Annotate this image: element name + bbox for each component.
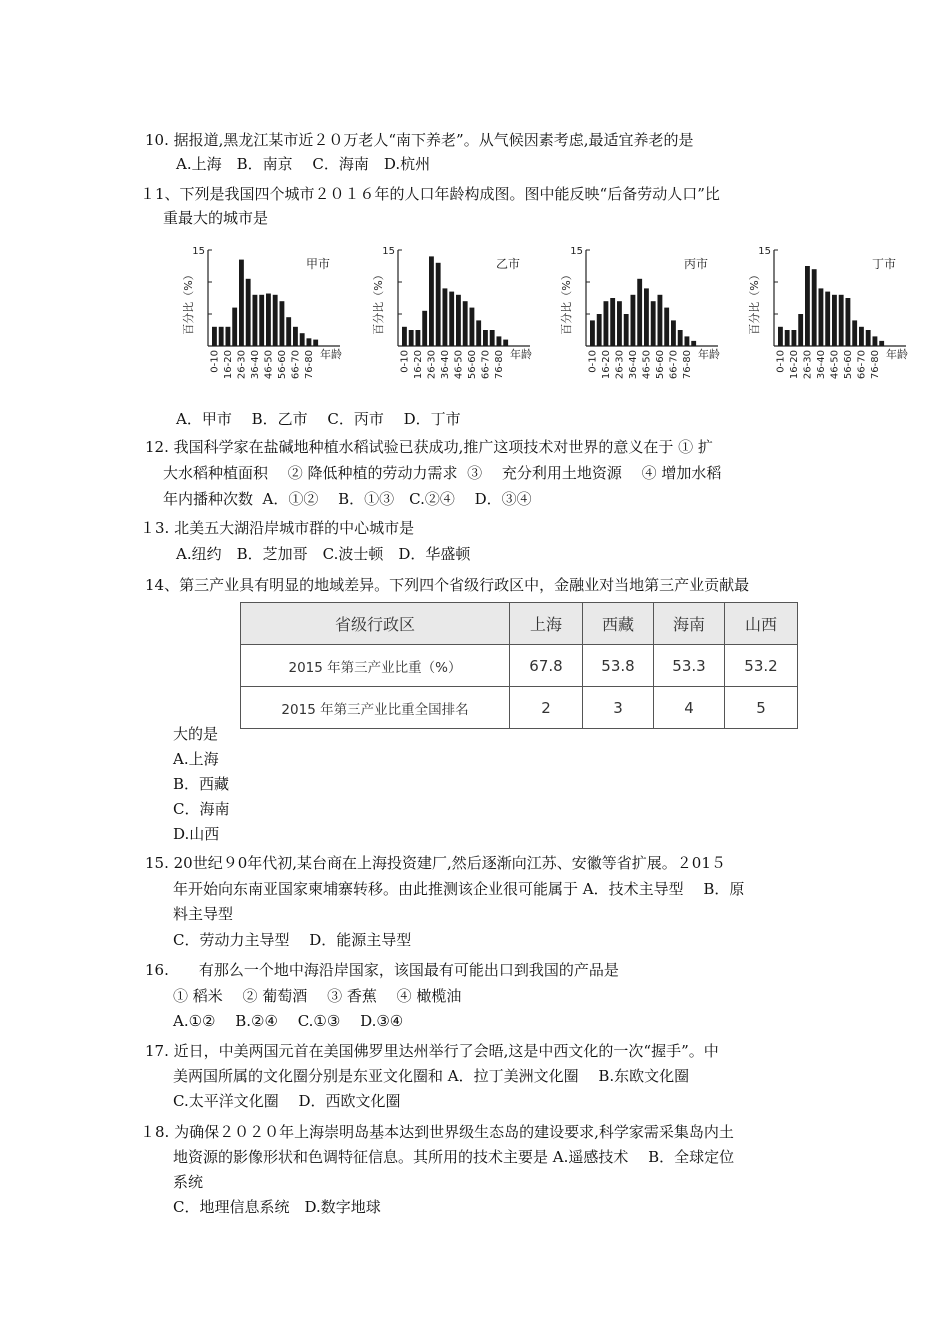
- q15-line4: C．劳动力主导型 D．能源主导型: [173, 931, 412, 949]
- bar: [691, 341, 696, 346]
- bar: [873, 336, 878, 346]
- x-tick-label: 46-50: [641, 350, 653, 380]
- population-age-chart: [360, 238, 540, 388]
- bar: [866, 330, 871, 346]
- table-header-cell: 上海: [510, 603, 583, 645]
- bar: [658, 295, 663, 346]
- bar: [422, 311, 427, 346]
- q17-line3: C.太平洋文化圈 D．西欧文化圈: [173, 1092, 401, 1110]
- bar: [637, 279, 642, 346]
- table-cell: 53.2: [725, 645, 798, 687]
- x-tick-label: 76-80: [681, 350, 693, 380]
- bar: [825, 292, 830, 346]
- population-age-chart: [736, 238, 916, 388]
- x-tick-label: 26-30: [236, 350, 248, 380]
- q12-line3: 年内播种次数 ﻿ A．①② B．①③ C.②④ D．③④: [163, 490, 532, 508]
- bar: [273, 295, 278, 346]
- chart-bing: [548, 238, 728, 388]
- x-axis-title: 年龄: [320, 348, 342, 361]
- table-cell: 53.8: [583, 645, 654, 687]
- bar: [429, 256, 434, 346]
- bar: [266, 294, 271, 346]
- x-tick-label: 0-10: [775, 350, 787, 373]
- y-tick-label: 15: [192, 246, 205, 257]
- table-row: [241, 687, 798, 729]
- chart-title: 甲市: [306, 257, 331, 271]
- bar: [832, 295, 837, 346]
- bar: [463, 301, 468, 346]
- bar: [610, 298, 615, 346]
- bar: [239, 260, 244, 346]
- y-axis-title: 百分比（%）: [560, 269, 573, 335]
- x-tick-label: 26-30: [426, 350, 438, 380]
- x-tick-label: 76-80: [869, 350, 881, 380]
- table-cell: 3: [583, 687, 654, 729]
- q18-line1: １8. 为确保２０２０年上海崇明岛基本达到世界级生态岛的建设要求,科学家需采集岛内土: [140, 1123, 734, 1141]
- q18-line4: C．地理信息系统 D.数字地球: [173, 1198, 381, 1216]
- bar: [792, 330, 797, 346]
- population-age-chart: [548, 238, 728, 388]
- y-tick-label: 15: [758, 246, 771, 257]
- table-header-cell: 省级行政区: [241, 603, 510, 645]
- bar: [402, 327, 407, 346]
- chart-title: 丙市: [684, 257, 709, 271]
- q18-line3: 系统: [173, 1173, 204, 1191]
- q16-stem: 16. 有那么一个地中海沿岸国家，该国最有可能出口到我国的产品是: [145, 961, 619, 979]
- bar: [226, 327, 231, 346]
- bar: [685, 336, 690, 346]
- table-row: [241, 645, 798, 687]
- x-tick-label: 16-20: [788, 350, 800, 380]
- bar: [449, 292, 454, 346]
- bar: [436, 263, 441, 346]
- table-cell: 5: [725, 687, 798, 729]
- q10-stem: 10. 据报道,黑龙江某市近２０万老人“南下养老”。从气候因素考虑,最适宜养老的是: [145, 131, 694, 149]
- bar: [785, 330, 790, 346]
- q13-stem: １3. 北美五大湖沿岸城市群的中心城市是: [140, 519, 415, 537]
- bar: [259, 295, 264, 346]
- y-axis-title: 百分比（%）: [372, 269, 385, 335]
- bar: [644, 288, 649, 346]
- x-tick-label: 56-60: [654, 350, 666, 380]
- x-tick-label: 56-60: [842, 350, 854, 380]
- bar: [443, 288, 448, 346]
- bar: [839, 295, 844, 346]
- bar: [597, 314, 602, 346]
- bar: [232, 308, 237, 346]
- x-tick-label: 66-70: [856, 350, 868, 380]
- population-age-chart: [170, 238, 350, 388]
- chart-yi: [360, 238, 540, 388]
- bar: [617, 301, 622, 346]
- x-tick-label: 46-50: [263, 350, 275, 380]
- chart-title: 丁市: [872, 257, 897, 271]
- tertiary-industry-table: [240, 602, 798, 729]
- x-tick-label: 36-40: [249, 350, 261, 380]
- x-tick-label: 0-10: [587, 350, 599, 373]
- x-tick-label: 16-20: [222, 350, 234, 380]
- x-tick-label: 36-40: [815, 350, 827, 380]
- x-tick-label: 46-50: [453, 350, 465, 380]
- q15-line3: 料主导型: [173, 905, 234, 923]
- x-axis-title: 年龄: [886, 348, 908, 361]
- y-axis-title: 百分比（%）: [182, 269, 195, 335]
- bar: [604, 301, 609, 346]
- x-tick-label: 46-50: [829, 350, 841, 380]
- q10-options: A.上海 B．南京 C．海南 D.杭州: [176, 155, 431, 173]
- bar: [859, 327, 864, 346]
- q14-stem-end: 大的是: [173, 725, 219, 743]
- x-tick-label: 56-60: [276, 350, 288, 380]
- bar: [313, 340, 318, 346]
- x-tick-label: 56-60: [466, 350, 478, 380]
- bar: [503, 340, 508, 346]
- bar: [286, 317, 291, 346]
- table-cell: 67.8: [510, 645, 583, 687]
- q13-options: A.纽约 B．芝加哥 C.波士顿 D．华盛顿: [176, 545, 471, 563]
- chart-jia: [170, 238, 350, 388]
- x-tick-label: 76-80: [303, 350, 315, 380]
- bar: [300, 333, 305, 346]
- table-header-cell: 山西: [725, 603, 798, 645]
- q15-line1: 15. 20世纪９0年代初,某台商在上海投资建厂,然后逐渐向江苏、安徽等省扩展。２01５: [145, 854, 726, 872]
- q12-line1: 12. 我国科学家在盐碱地种植水稻试验已获成功,推广这项技术对世界的意义在于 ﻿① 扩: [145, 438, 713, 456]
- q14-option-a: A.上海: [173, 750, 219, 768]
- bar: [805, 266, 810, 346]
- bar: [846, 298, 851, 346]
- x-tick-label: 66-70: [668, 350, 680, 380]
- bar: [852, 320, 857, 346]
- table-cell: 53.3: [654, 645, 725, 687]
- bar: [671, 320, 676, 346]
- bar: [307, 338, 312, 346]
- q11-stem-line2: 重最大的城市是: [163, 209, 269, 227]
- q11-options: A．甲市 B．乙市 C．丙市 D．丁市: [176, 410, 461, 428]
- bar: [280, 301, 285, 346]
- x-tick-label: 26-30: [614, 350, 626, 380]
- chart-ding: [736, 238, 916, 388]
- bar: [590, 320, 595, 346]
- x-tick-label: 66-70: [290, 350, 302, 380]
- bar: [253, 295, 258, 346]
- table-cell: 2015 年第三产业比重全国排名: [241, 687, 510, 729]
- bar: [819, 288, 824, 346]
- bar: [409, 330, 414, 346]
- x-tick-label: 16-20: [600, 350, 612, 380]
- bar: [879, 341, 884, 346]
- x-tick-label: 66-70: [480, 350, 492, 380]
- x-tick-label: 16-20: [412, 350, 424, 380]
- chart-title: 乙市: [496, 257, 521, 271]
- bar: [219, 327, 224, 346]
- bar: [678, 330, 683, 346]
- bar: [624, 314, 629, 346]
- table-header-cell: 西藏: [583, 603, 654, 645]
- y-tick-label: 15: [382, 246, 395, 257]
- bar: [470, 308, 475, 346]
- bar: [812, 269, 817, 346]
- q15-line2: 年开始向东南亚国家柬埔寨转移。由此推测该企业很可能属于 ﻿A．技术主导型 B．原: [173, 880, 745, 898]
- x-tick-label: 36-40: [439, 350, 451, 380]
- bar: [778, 327, 783, 346]
- bar: [212, 327, 217, 346]
- bar: [456, 295, 461, 346]
- x-axis-title: 年龄: [510, 348, 532, 361]
- q14-option-d: D.山西: [173, 825, 220, 843]
- q12-line2: 大水稻种植面积 ② 降低种植的劳动力需求 ﻿ ③ 充分利用土地资源 ④ 增加水稻: [163, 464, 722, 482]
- x-tick-label: 76-80: [493, 350, 505, 380]
- table-cell: 4: [654, 687, 725, 729]
- bar: [416, 330, 421, 346]
- q16-items: ① 稻米 ② 葡萄酒 ③ 香蕉 ④ 橄榄油: [173, 987, 462, 1005]
- q18-line2: 地资源的影像形状和色调特征信息。其所用的技术主要是 ﻿A.遥感技术 B．全球定位: [173, 1148, 735, 1166]
- q17-line2: 美两国所属的文化圈分别是东亚文化圈和 ﻿A．拉丁美洲文化圈 B.东欧文化圈: [173, 1067, 690, 1085]
- y-tick-label: 15: [570, 246, 583, 257]
- bar: [798, 314, 803, 346]
- q14-option-c: C．海南: [173, 800, 230, 818]
- q14-stem: 14、第三产业具有明显的地域差异。下列四个省级行政区中，金融业对当地第三产业贡献最: [145, 576, 750, 594]
- bar: [293, 327, 298, 346]
- bar: [490, 330, 495, 346]
- bar: [664, 308, 669, 346]
- x-axis-title: 年龄: [698, 348, 720, 361]
- x-tick-label: 0-10: [399, 350, 411, 373]
- bar: [631, 295, 636, 346]
- q16-options: A.①② B.②④ C.①③ D.③④: [173, 1012, 404, 1030]
- table-header-cell: 海南: [654, 603, 725, 645]
- bar: [476, 320, 481, 346]
- bar: [483, 330, 488, 346]
- table-cell: 2015 年第三产业比重（%）: [241, 645, 510, 687]
- bar: [497, 336, 502, 346]
- q14-option-b: B．西藏: [173, 775, 230, 793]
- x-tick-label: 26-30: [802, 350, 814, 380]
- q17-line1: 17. 近日，中美两国元首在美国佛罗里达州举行了会晤,这是中西文化的一次“握手”。中: [145, 1042, 719, 1060]
- y-axis-title: 百分比（%）: [748, 269, 761, 335]
- q11-stem-line1: １1、下列是我国四个城市２０１６年的人口年龄构成图。图中能反映“后备劳动人口”比: [140, 185, 720, 203]
- x-tick-label: 0-10: [209, 350, 221, 373]
- bar: [651, 301, 656, 346]
- table-cell: 2: [510, 687, 583, 729]
- bar: [246, 279, 251, 346]
- x-tick-label: 36-40: [627, 350, 639, 380]
- population-charts: [170, 238, 930, 388]
- table-header-row: [241, 603, 798, 645]
